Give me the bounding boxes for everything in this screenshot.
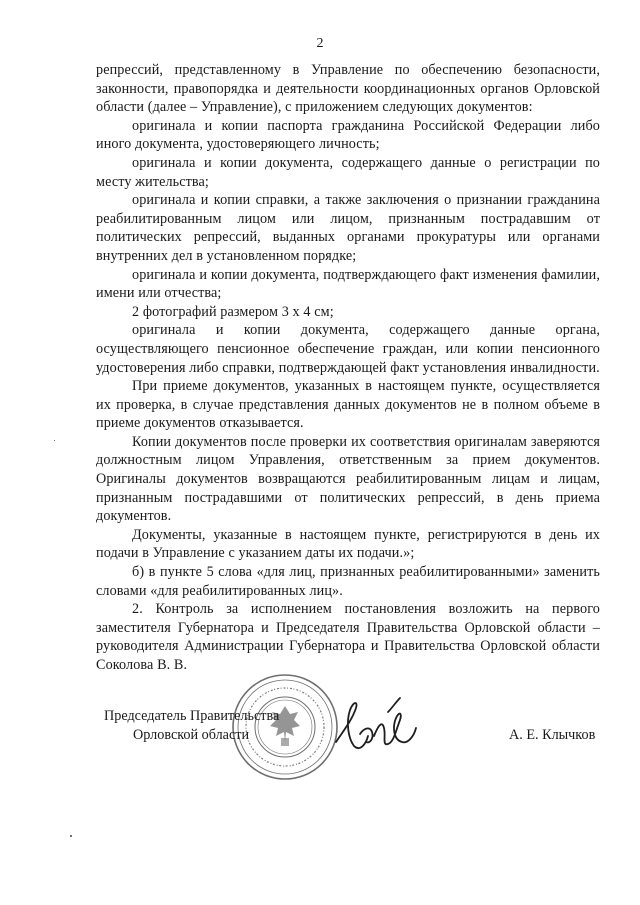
- paragraph-8: При приеме документов, указанных в настоящем пункте, осуществляется их проверка, в случае представления данных документов не в полном объеме в приеме документов отказывается.: [96, 378, 600, 432]
- paragraph-1: репрессий, представленному в Управление по обеспечению безопасности, законности, правопорядка и деятельности координационных органов Орловской области (далее – Управление), с приложением следующих документов:: [96, 62, 600, 116]
- paragraph-3: оригинала и копии документа, содержащего данные о регистрации по месту жительства;: [96, 154, 600, 190]
- signatory-title-line-1: Председатель Правительства: [104, 708, 280, 724]
- paragraph-5: оригинала и копии документа, подтверждающего факт изменения фамилии, имени или отчества;: [96, 266, 600, 302]
- paragraph-4: оригинала и копии справки, а также заключения о признании гражданина реабилитированным лицом или лицом, признанным пострадавшим от политических репрессий, выданных органами прокуратуры или органами внутренних дел в установленном порядке;: [96, 192, 600, 264]
- scan-speck: [54, 440, 55, 441]
- signature-block: [0, 708, 640, 768]
- paragraph-10: Документы, указанные в настоящем пункте, регистрируются в день их подачи в Управление с указанием даты их подачи.»;: [96, 526, 600, 562]
- paragraph-12: 2. Контроль за исполнением постановления возложить на первого заместителя Губернатора и Председателя Правительства Орловской области – руководителя Администрации Губернатора и Правительства Орловской области Соколова В. В.: [96, 601, 600, 673]
- page-number: 2: [316, 36, 324, 51]
- paragraph-6: 2 фотографий размером 3 х 4 см;: [132, 303, 334, 320]
- paragraph-9: Копии документов после проверки их соответствия оригиналам заверяются должностным лицом Управления, ответственным за прием документов. Оригиналы документов возвращаются реабилитированным лицам и лицам, признанным пострадавшими от политических репрессий, в день приема документов.: [96, 433, 600, 525]
- document-body: [96, 61, 600, 675]
- scan-speck: [70, 835, 72, 837]
- paragraph-7: оригинала и копии документа, содержащего данные органа, осуществляющего пенсионное обеспечение граждан, или копии пенсионного удостоверения либо справки, подтверждающей факт установления инвалидности.: [96, 322, 600, 376]
- signatory-title-line-2: Орловской области: [133, 727, 250, 743]
- signatory-name: А. Е. Клычков: [509, 727, 596, 743]
- paragraph-11: б) в пункте 5 слова «для лиц, признанных реабилитированными» заменить словами «для реабилитированных лиц».: [96, 564, 600, 599]
- paragraph-2: оригинала и копии паспорта гражданина Российской Федерации либо иного документа, удостоверяющего личность;: [96, 117, 600, 153]
